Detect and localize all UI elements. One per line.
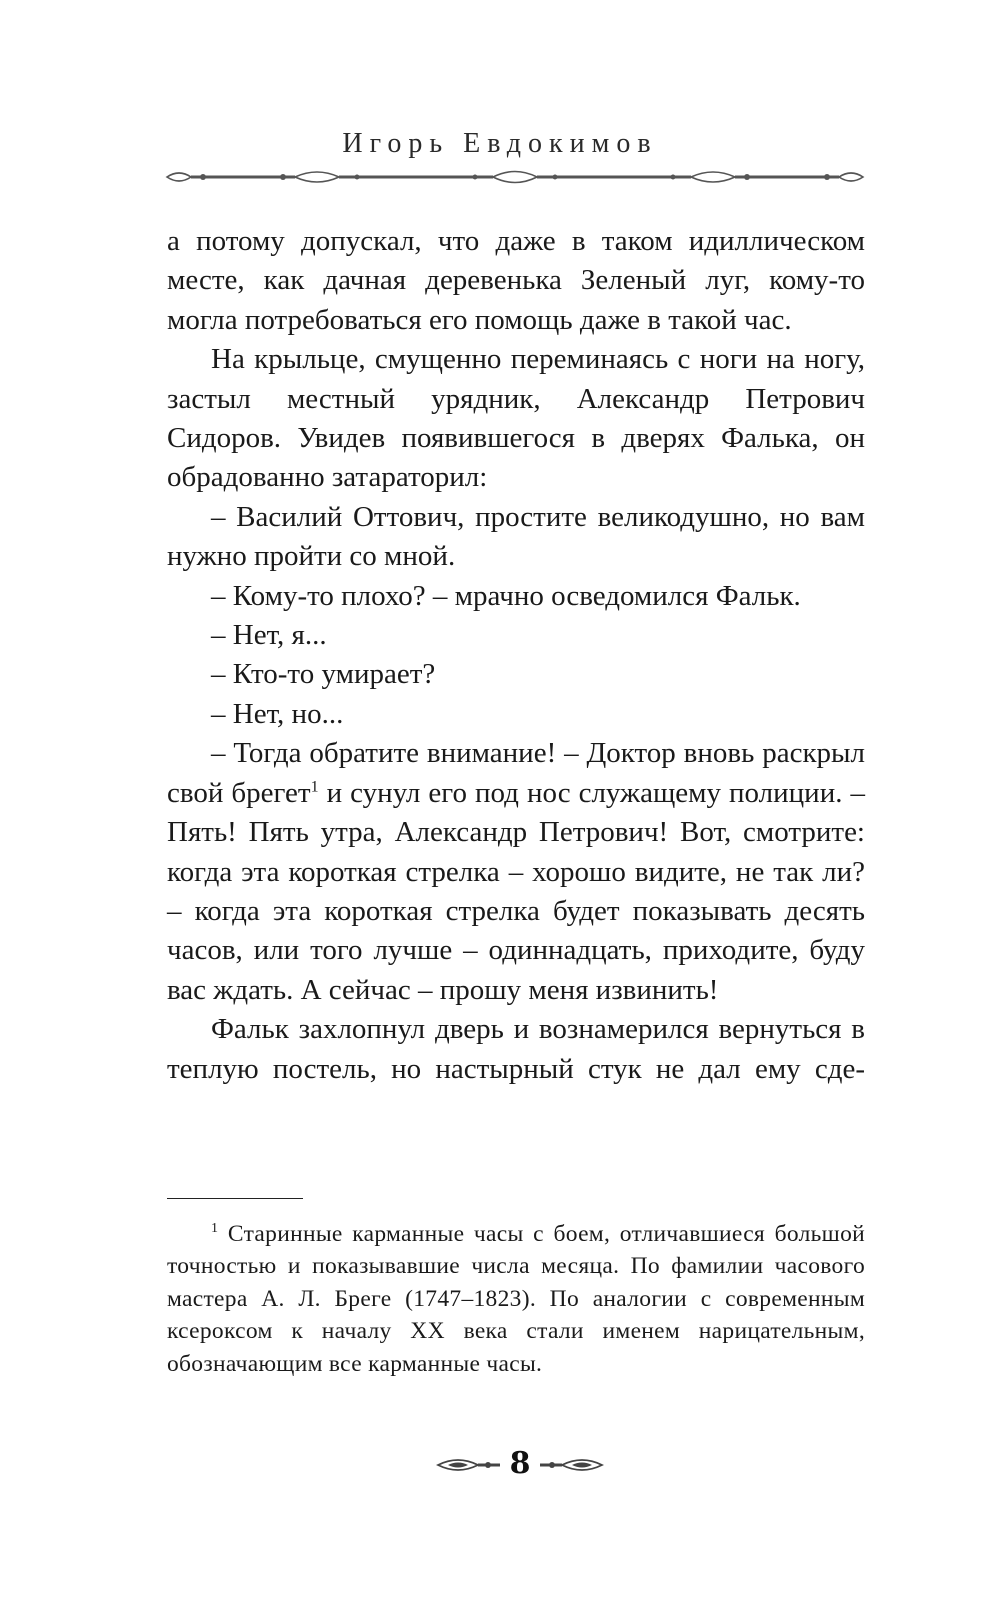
footer-ornament-right — [538, 1454, 604, 1476]
footnote-text: Старинные карманные часы с боем, отличавшиеся большой точностью и показывавшие числа месяца. По фамилии часового мастера А. Л. Бреге (1747–1823). По аналогии с современным ксероксом к началу XX века стали именем нарицательным, обозначающим все карманные часы. — [167, 1221, 865, 1377]
dialogue-paragraph — [167, 734, 865, 1010]
dialogue-line: – Нет, я... — [211, 619, 327, 652]
header-ornament-divider — [165, 166, 865, 188]
running-head-author: Игорь Евдокимов — [342, 128, 658, 159]
main-text — [167, 222, 865, 1089]
footnote — [167, 1218, 865, 1380]
footnote-reference[interactable]: 1 — [310, 778, 319, 796]
paragraph: На крыльце, смущенно переминаясь с ноги на ногу, застыл местный урядник, Александр Петрович Сидоров. Увидев появившегося в дверях Фалька, он обрадованно затараторил: — [167, 343, 865, 494]
page-number: 8 — [509, 1446, 531, 1481]
footer-ornament-left — [436, 1454, 502, 1476]
footnote-separator — [167, 1198, 303, 1199]
page-footer — [0, 1446, 1000, 1486]
paragraph: а потому допускал, что даже в таком идиллическом месте, как дачная деревенька Зеленый луг, кому-то могла потребоваться его помощь даже в такой час. — [167, 225, 865, 336]
dialogue-line: – Кто-то умирает? — [211, 658, 436, 691]
dialogue-text-before-note: – Тогда обратите внимание! – Доктор вновь раскрыл свой брегет — [167, 737, 865, 809]
dialogue-line: – Кому-то плохо? – мрачно осведомился Фальк. — [211, 579, 801, 612]
dialogue-line: – Нет, но... — [211, 697, 344, 730]
footnote-marker: 1 — [211, 1221, 219, 1237]
dialogue-line: – Василий Оттович, простите великодушно, но вам нужно пройти со мной. — [167, 500, 865, 573]
paragraph: Фальк захлопнул дверь и вознамерился вернуться в теплую постель, но настырный стук не дал ему сде- — [167, 1013, 865, 1085]
dialogue-text-after-note: и сунул его под нос служащему полиции. – Пять! Пять утра, Александр Петрович! Вот, смотрите: когда эта короткая стрелка – хорошо видите, не так ли? – когда эта короткая стрелка будет показывать десять часов, или того лучше – одиннадцать, приходите, буду вас ждать. А сейчас – прошу меня извинить! — [167, 776, 865, 1006]
